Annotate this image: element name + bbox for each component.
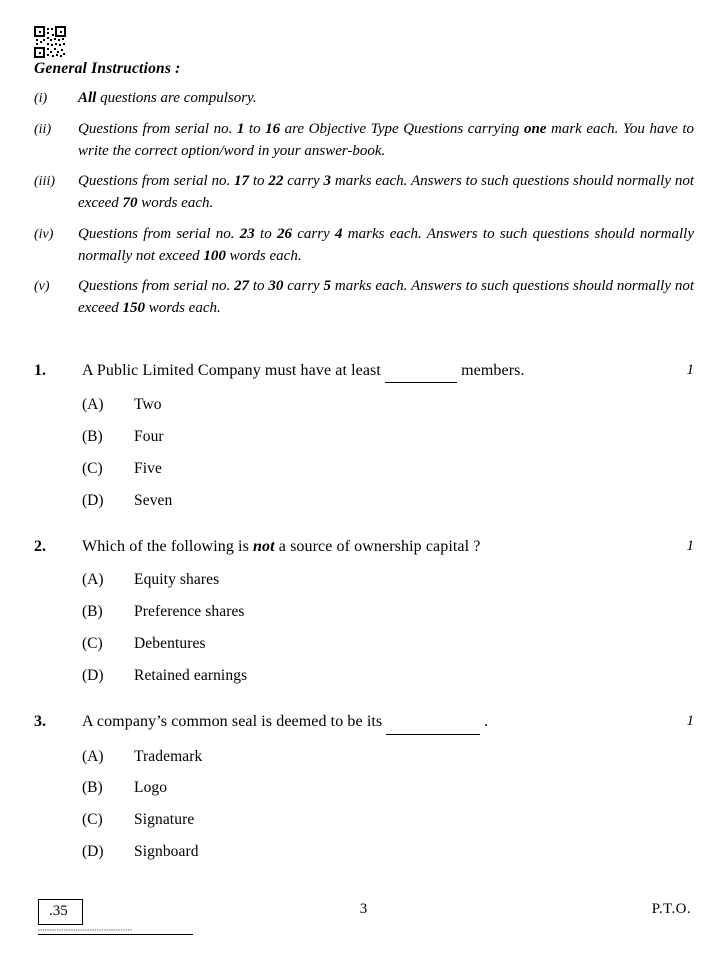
instruction-segment: Questions from serial no. [78,225,240,242]
instruction-text [78,224,694,268]
question-marks: 1 [686,362,694,378]
instruction-emphasis: 1 [236,120,245,137]
question-segment: . [479,713,489,731]
option-label: (C) [82,635,103,653]
instruction-segment: carry [283,278,324,295]
question-text [82,360,664,383]
option-row [34,491,694,512]
instruction-segment: Questions from serial no. [78,120,237,137]
instruction-number: (iii) [34,174,55,190]
barcode [38,929,193,941]
question-block [34,536,694,687]
option-row [34,459,694,480]
instruction-segment: words each. [137,195,214,211]
page-number: 3 [359,901,368,917]
barcode-text: 3 5 0 0 0 0 0 0 0 0 0 0 0 0 0 0 0 0 0 0 0 0 0 0 0 0 0 0 0 0 0 0 0 0 0 0 0 0 0 0 [38,929,132,932]
option-label: (B) [82,779,103,797]
question-header [34,711,694,734]
instruction-segment: are Objective Type Questions carrying [280,120,524,137]
option-label: (A) [82,571,104,589]
instruction-emphasis: 70 [122,195,138,211]
question-text [82,711,664,734]
instruction-segment: carry [292,225,336,242]
option-text: Retained earnings [134,667,248,685]
paper-code-box: .35 [38,899,83,925]
instruction-emphasis: 150 [122,300,146,316]
instruction-emphasis: 4 [335,225,343,242]
option-text: Equity shares [134,571,220,589]
instruction-segment: marks each. Answers to such questions should normally not exceed [78,278,694,316]
instruction-row [34,171,694,215]
qr-code-icon [34,26,66,58]
question-block [34,711,694,863]
instruction-emphasis: 3 [323,173,332,190]
option-row [34,778,694,799]
question-emphasis: not [253,538,275,556]
option-text: Five [134,460,162,478]
instruction-number: (iv) [34,226,54,242]
question-block [34,360,694,512]
instruction-text [78,88,694,110]
option-row [34,747,694,768]
instruction-segment: marks each. Answers to such questions should normally normally not exceed [78,225,694,264]
fill-in-blank [386,711,480,734]
option-text: Signboard [134,843,199,861]
option-list [34,395,694,512]
option-row [34,666,694,687]
option-text: Seven [134,492,173,510]
page-footer [0,899,727,945]
question-number: 1. [34,362,46,379]
instruction-emphasis: one [523,120,547,137]
instructions-heading: General Instructions : [34,60,181,77]
instruction-segment: to [249,278,269,295]
option-row [34,570,694,591]
option-label: (A) [82,747,104,765]
instruction-segment: to [254,225,277,242]
option-list [34,747,694,864]
question-header [34,360,694,383]
question-segment: members. [457,362,525,379]
pto-label: P.T.O. [651,901,691,917]
questions-list [34,360,694,887]
instruction-segment: Questions from serial no. [78,173,235,190]
option-text: Preference shares [134,603,245,621]
question-marks: 1 [686,538,694,555]
option-label: (D) [82,492,104,510]
fill-in-blank [385,360,457,383]
option-text: Trademark [134,747,203,765]
option-label: (C) [82,460,103,478]
question-segment: a source of ownership capital ? [274,538,481,556]
question-segment: A Public Limited Company must have at least [82,362,386,379]
instruction-segment: marks each. Answers to such questions should normally not exceed [78,173,694,211]
option-row [34,842,694,863]
instruction-segment: mark each. You have to write the correct option/word in your answer-book. [78,120,694,159]
instruction-segment: questions are compulsory. [96,90,257,106]
instruction-row [34,276,694,320]
option-label: (A) [82,396,104,414]
question-header [34,536,694,558]
option-text: Two [134,396,162,414]
question-text [82,536,664,558]
instruction-emphasis: 27 [234,278,250,295]
option-row [34,395,694,416]
instruction-emphasis: All [78,90,97,106]
instruction-number: (v) [34,279,50,295]
instruction-emphasis: 22 [268,173,284,190]
instruction-text [78,276,694,320]
option-text: Debentures [134,635,206,653]
barcode-rule [38,934,193,935]
instruction-emphasis: 26 [277,225,292,242]
instruction-emphasis: 30 [268,278,284,295]
option-label: (C) [82,811,103,829]
instruction-text [78,171,694,215]
option-label: (B) [82,428,103,446]
option-text: Logo [134,779,168,797]
instruction-segment: to [249,173,269,190]
question-marks: 1 [686,713,694,730]
instruction-segment: to [244,120,266,137]
option-text: Signature [134,811,195,829]
option-row [34,634,694,655]
option-row [34,602,694,623]
instruction-emphasis: 23 [239,225,255,242]
instructions-list [34,88,694,320]
option-row [34,810,694,831]
instruction-emphasis: 17 [234,173,250,190]
question-number: 3. [34,713,46,731]
instruction-emphasis: 16 [265,120,281,137]
option-label: (D) [82,667,104,685]
instruction-number: (ii) [34,121,52,137]
instruction-segment: carry [283,173,324,190]
option-text: Four [134,428,164,446]
option-row [34,427,694,448]
instruction-row [34,88,694,110]
option-label: (B) [82,603,103,621]
option-list [34,570,694,687]
question-number: 2. [34,538,46,556]
question-segment: Which of the following is [82,538,254,556]
instruction-segment: words each. [145,300,221,316]
instruction-number: (i) [34,91,48,106]
instruction-emphasis: 100 [203,247,226,264]
question-segment: A company’s common seal is deemed to be its [82,713,387,731]
instruction-row [34,119,694,163]
instruction-segment: Questions from serial no. [78,278,235,295]
instruction-text [78,119,694,163]
instruction-segment: words each. [225,247,302,264]
general-instructions-block [34,60,694,329]
option-label: (D) [82,843,104,861]
instruction-row [34,224,694,268]
instruction-emphasis: 5 [323,278,332,295]
